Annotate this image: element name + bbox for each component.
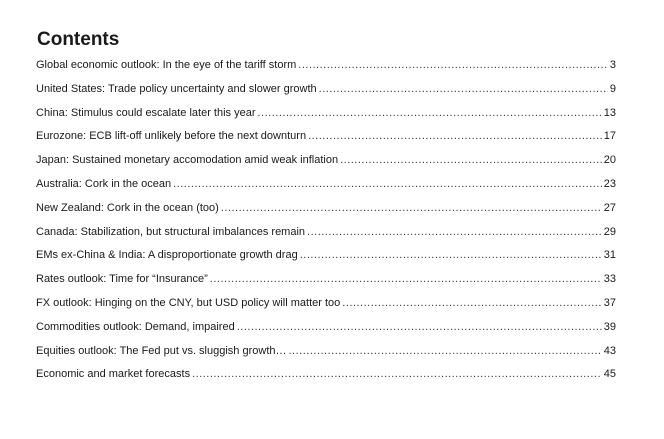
- toc-entry-label: Global economic outlook: In the eye of the tariff storm: [36, 59, 297, 71]
- toc-entry-label: Eurozone: ECB lift-off unlikely before the next downturn: [36, 130, 307, 143]
- toc-entry-label: Australia: Cork in the ocean: [36, 177, 172, 190]
- dot-leader: [342, 296, 601, 310]
- toc-entry-label: United States: Trade policy uncertainty and slower growth: [36, 82, 317, 95]
- toc-entry-page-number: 33: [603, 273, 616, 286]
- toc-entry-label: FX outlook: Hinging on the CNY, but USD policy will matter too: [36, 296, 341, 309]
- toc-entry-page-number: 27: [603, 201, 616, 214]
- toc-entry-page-number: 29: [603, 225, 616, 238]
- toc-entry-label: EMs ex-China & India: A disproportionate growth drag: [36, 249, 298, 262]
- table-of-contents: [36, 28, 616, 391]
- toc-entry-page-number: 23: [603, 177, 616, 190]
- toc-entry[interactable]: [36, 248, 616, 272]
- toc-entry-page-number: 9: [609, 82, 616, 95]
- toc-entry[interactable]: [36, 58, 616, 82]
- toc-entry-page-number: 31: [603, 249, 616, 262]
- toc-entry-page-number: 17: [603, 130, 616, 143]
- toc-entry[interactable]: [36, 272, 616, 296]
- toc-entry[interactable]: [36, 201, 616, 225]
- contents-heading: Contents: [37, 29, 120, 50]
- toc-entry-label: Canada: Stabilization, but structural imbalances remain: [36, 225, 306, 238]
- dot-leader: [308, 129, 602, 143]
- dot-leader: [340, 153, 602, 167]
- toc-entry[interactable]: [36, 225, 616, 249]
- toc-entry-page-number: 3: [609, 59, 616, 71]
- toc-entry[interactable]: [36, 320, 616, 344]
- dot-leader: [307, 225, 602, 239]
- toc-entry[interactable]: [36, 129, 616, 153]
- toc-entry-page-number: 45: [603, 368, 616, 381]
- toc-entry[interactable]: [36, 296, 616, 320]
- dot-leader: [300, 248, 602, 262]
- toc-entry[interactable]: [36, 106, 616, 130]
- toc-entry-page-number: 13: [603, 106, 616, 119]
- toc-entry[interactable]: [36, 82, 616, 106]
- dot-leader: [192, 367, 602, 381]
- toc-entry[interactable]: [36, 367, 616, 391]
- toc-list: [36, 58, 616, 391]
- dot-leader: [221, 201, 602, 215]
- toc-entry[interactable]: [36, 177, 616, 201]
- dot-leader: [319, 82, 608, 96]
- toc-entry-label: China: Stimulus could escalate later this year: [36, 106, 256, 119]
- toc-entry-page-number: 39: [603, 320, 616, 333]
- toc-entry-page-number: 37: [603, 296, 616, 309]
- dot-leader: [237, 320, 602, 334]
- dot-leader: [298, 58, 608, 72]
- toc-entry[interactable]: [36, 344, 616, 368]
- toc-entry-page-number: 43: [603, 344, 616, 357]
- toc-entry-page-number: 20: [603, 154, 616, 167]
- toc-entry-label: Equities outlook: The Fed put vs. sluggish growth…: [36, 344, 287, 357]
- toc-entry-label: Japan: Sustained monetary accomodation amid weak inflation: [36, 154, 339, 167]
- toc-entry-label: Commodities outlook: Demand, impaired: [36, 320, 235, 333]
- toc-entry-label: New Zealand: Cork in the ocean (too): [36, 201, 219, 214]
- dot-leader: [258, 106, 602, 120]
- toc-entry-label: Rates outlook: Time for “Insurance”: [36, 273, 208, 286]
- dot-leader: [289, 344, 602, 358]
- toc-entry-label: Economic and market forecasts: [36, 368, 191, 381]
- toc-entry[interactable]: [36, 153, 616, 177]
- dot-leader: [210, 272, 602, 286]
- dot-leader: [173, 177, 602, 191]
